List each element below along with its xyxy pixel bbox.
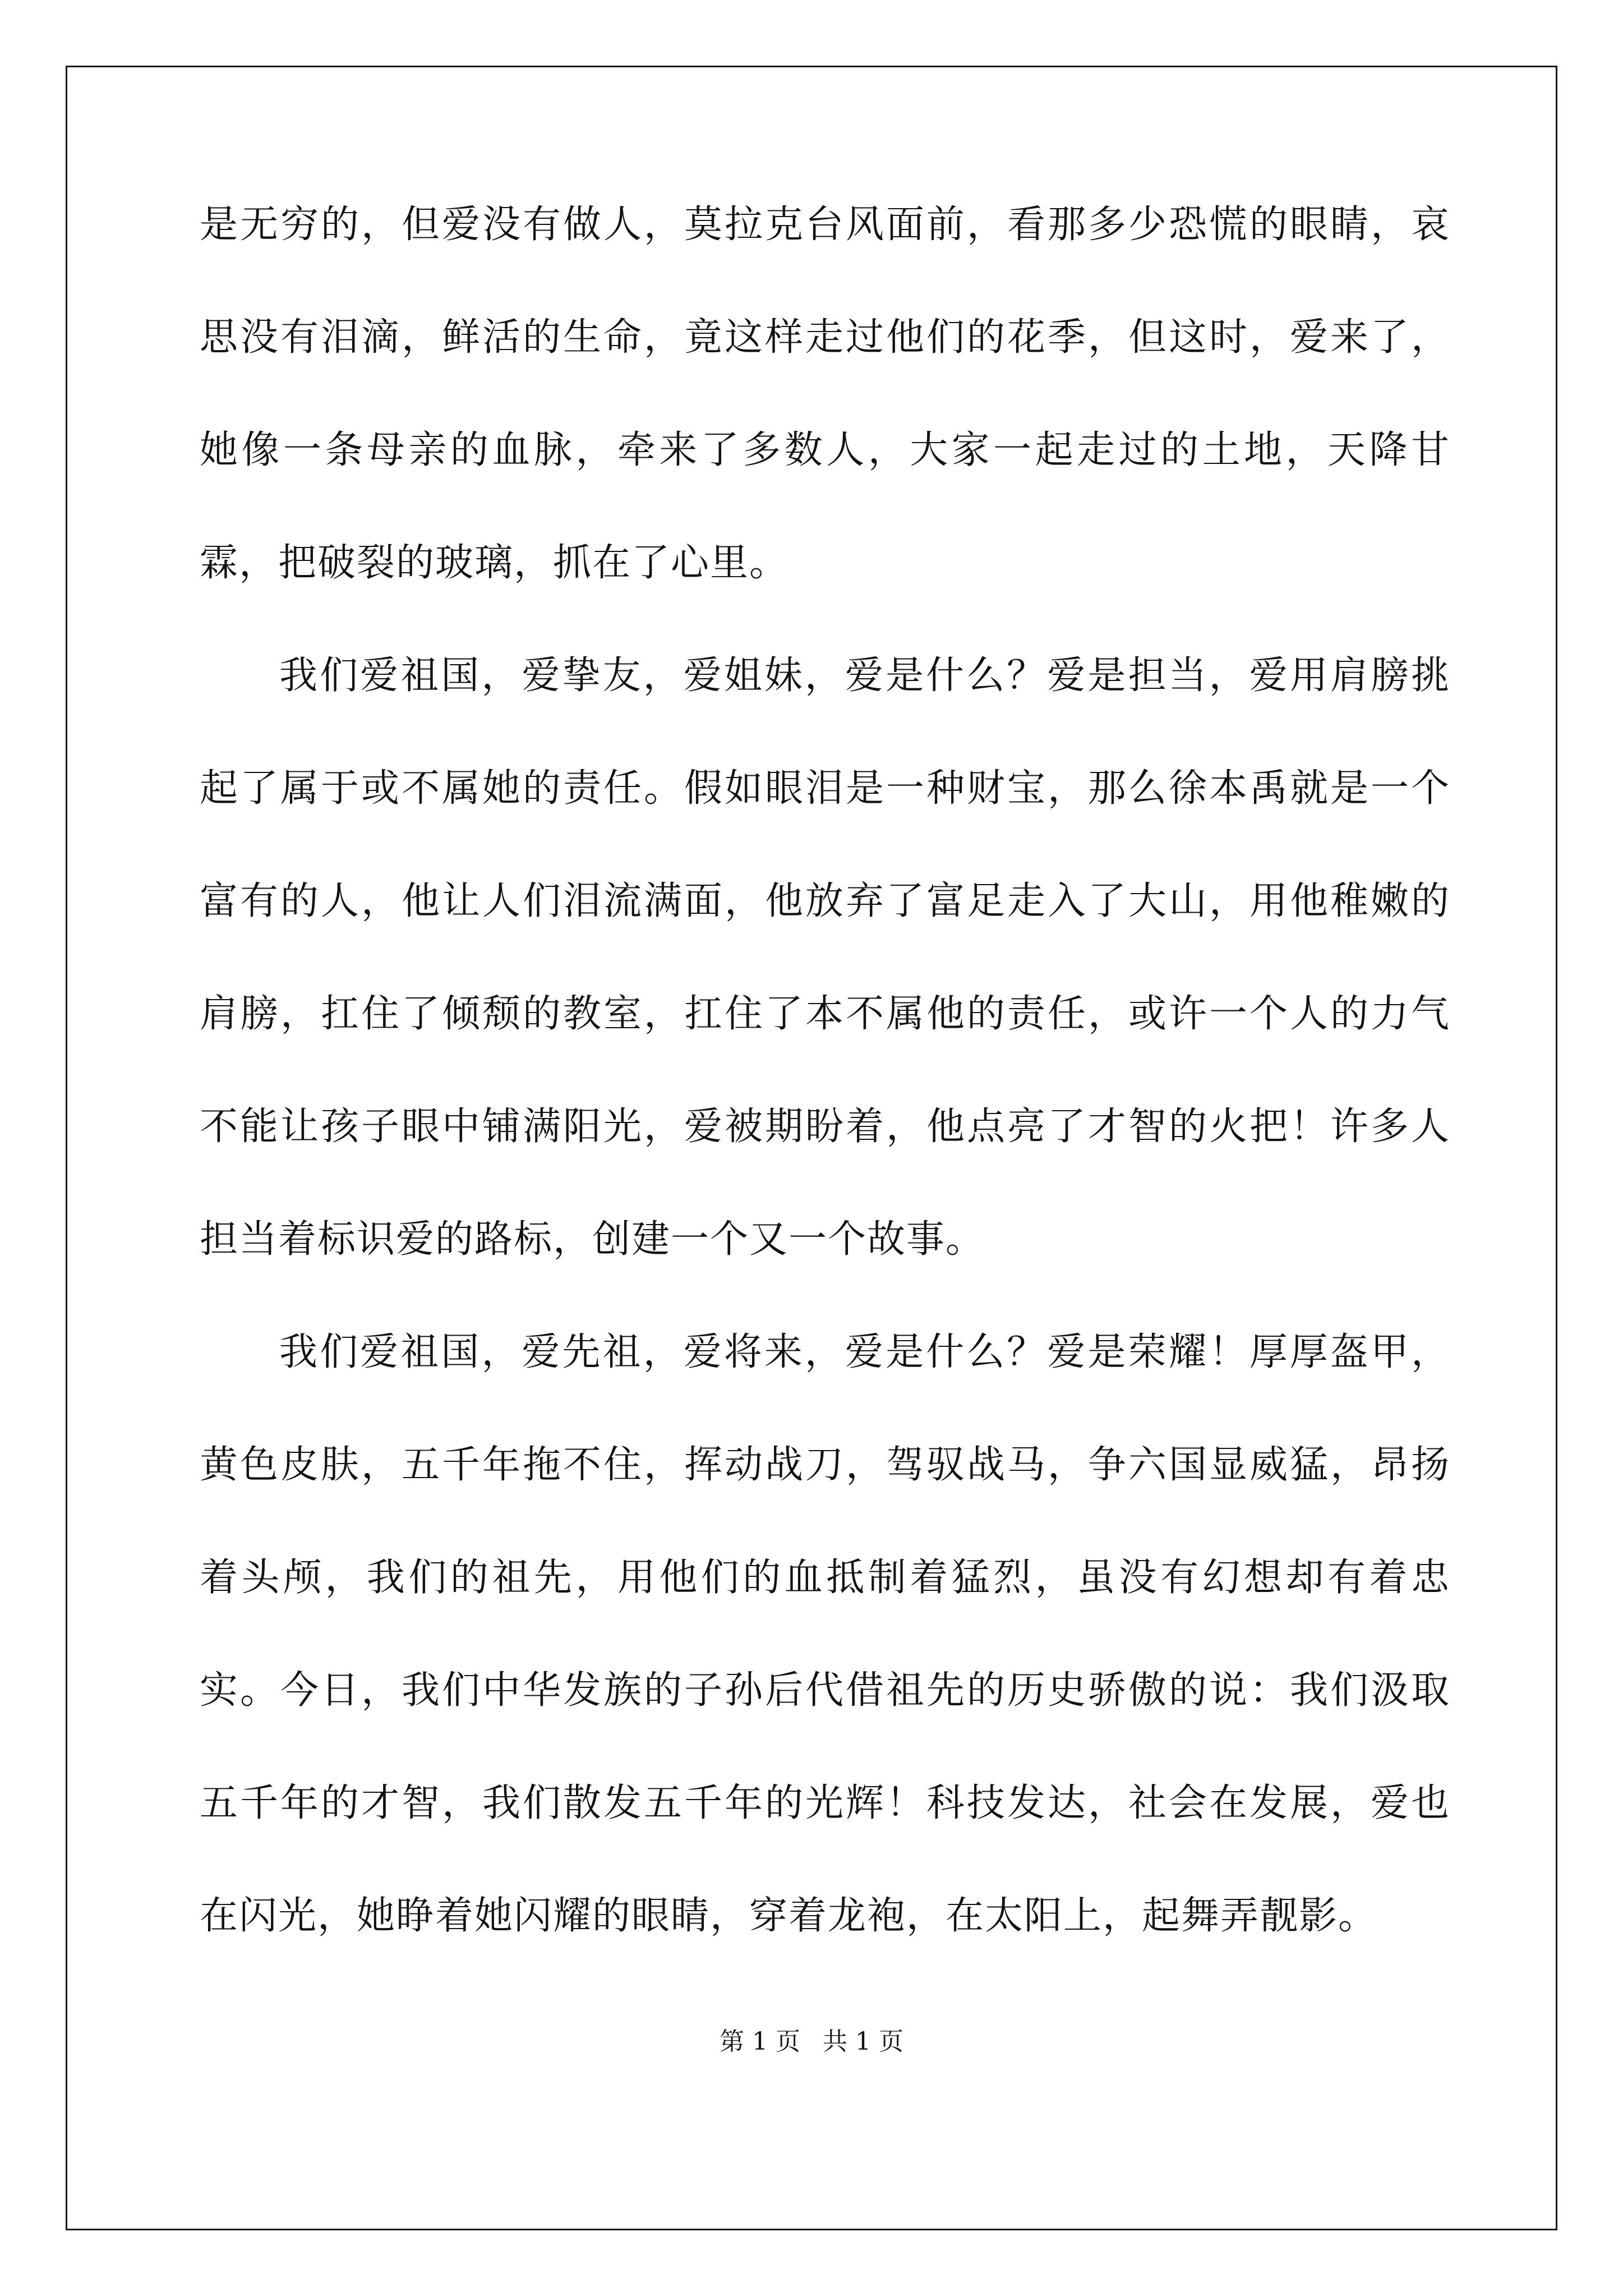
page-number: 第 1 页 (720, 2027, 800, 2056)
page-footer (0, 2025, 1623, 2059)
page-total: 共 1 页 (823, 2027, 903, 2056)
document-body (200, 168, 1450, 1972)
paragraph-2: 我们爱祖国，爱挚友，爱姐妹，爱是什么？爱是担当，爱用肩膀挑起了属于或不属她的责任。假如眼泪是一种财宝，那么徐本禹就是一个富有的人，他让人们泪流满面，他放弃了富足走入了大山，用他稚嫩的肩膀，扛住了倾颓的教室，扛住了本不属他的责任，或许一个人的力气不能让孩子眼中铺满阳光，爱被期盼着，他点亮了才智的火把！许多人担当着标识爱的路标，创建一个又一个故事。 (200, 654, 1450, 1262)
paragraph-3: 我们爱祖国，爱先祖，爱将来，爱是什么？爱是荣耀！厚厚盔甲，黄色皮肤，五千年拖不住，挥动战刀，驾驭战马，争六国显威猛，昂扬着头颅，我们的祖先，用他们的血抵制着猛烈，虽没有幻想却有着忠实。今日，我们中华发族的子孙后代借祖先的历史骄傲的说：我们汲取五千年的才智，我们散发五千年的光辉！科技发达，社会在发展，爱也在闪光，她睁着她闪耀的眼睛，穿着龙袍，在太阳上，起舞弄靓影。 (200, 1330, 1450, 1938)
paragraph-1: 是无穷的，但爱没有做人，莫拉克台风面前，看那多少恐慌的眼睛，哀思没有泪滴，鲜活的生命，竟这样走过他们的花季，但这时，爱来了，她像一条母亲的血脉，牵来了多数人，大家一起走过的土地，天降甘霖，把破裂的玻璃，抓在了心里。 (200, 203, 1450, 585)
